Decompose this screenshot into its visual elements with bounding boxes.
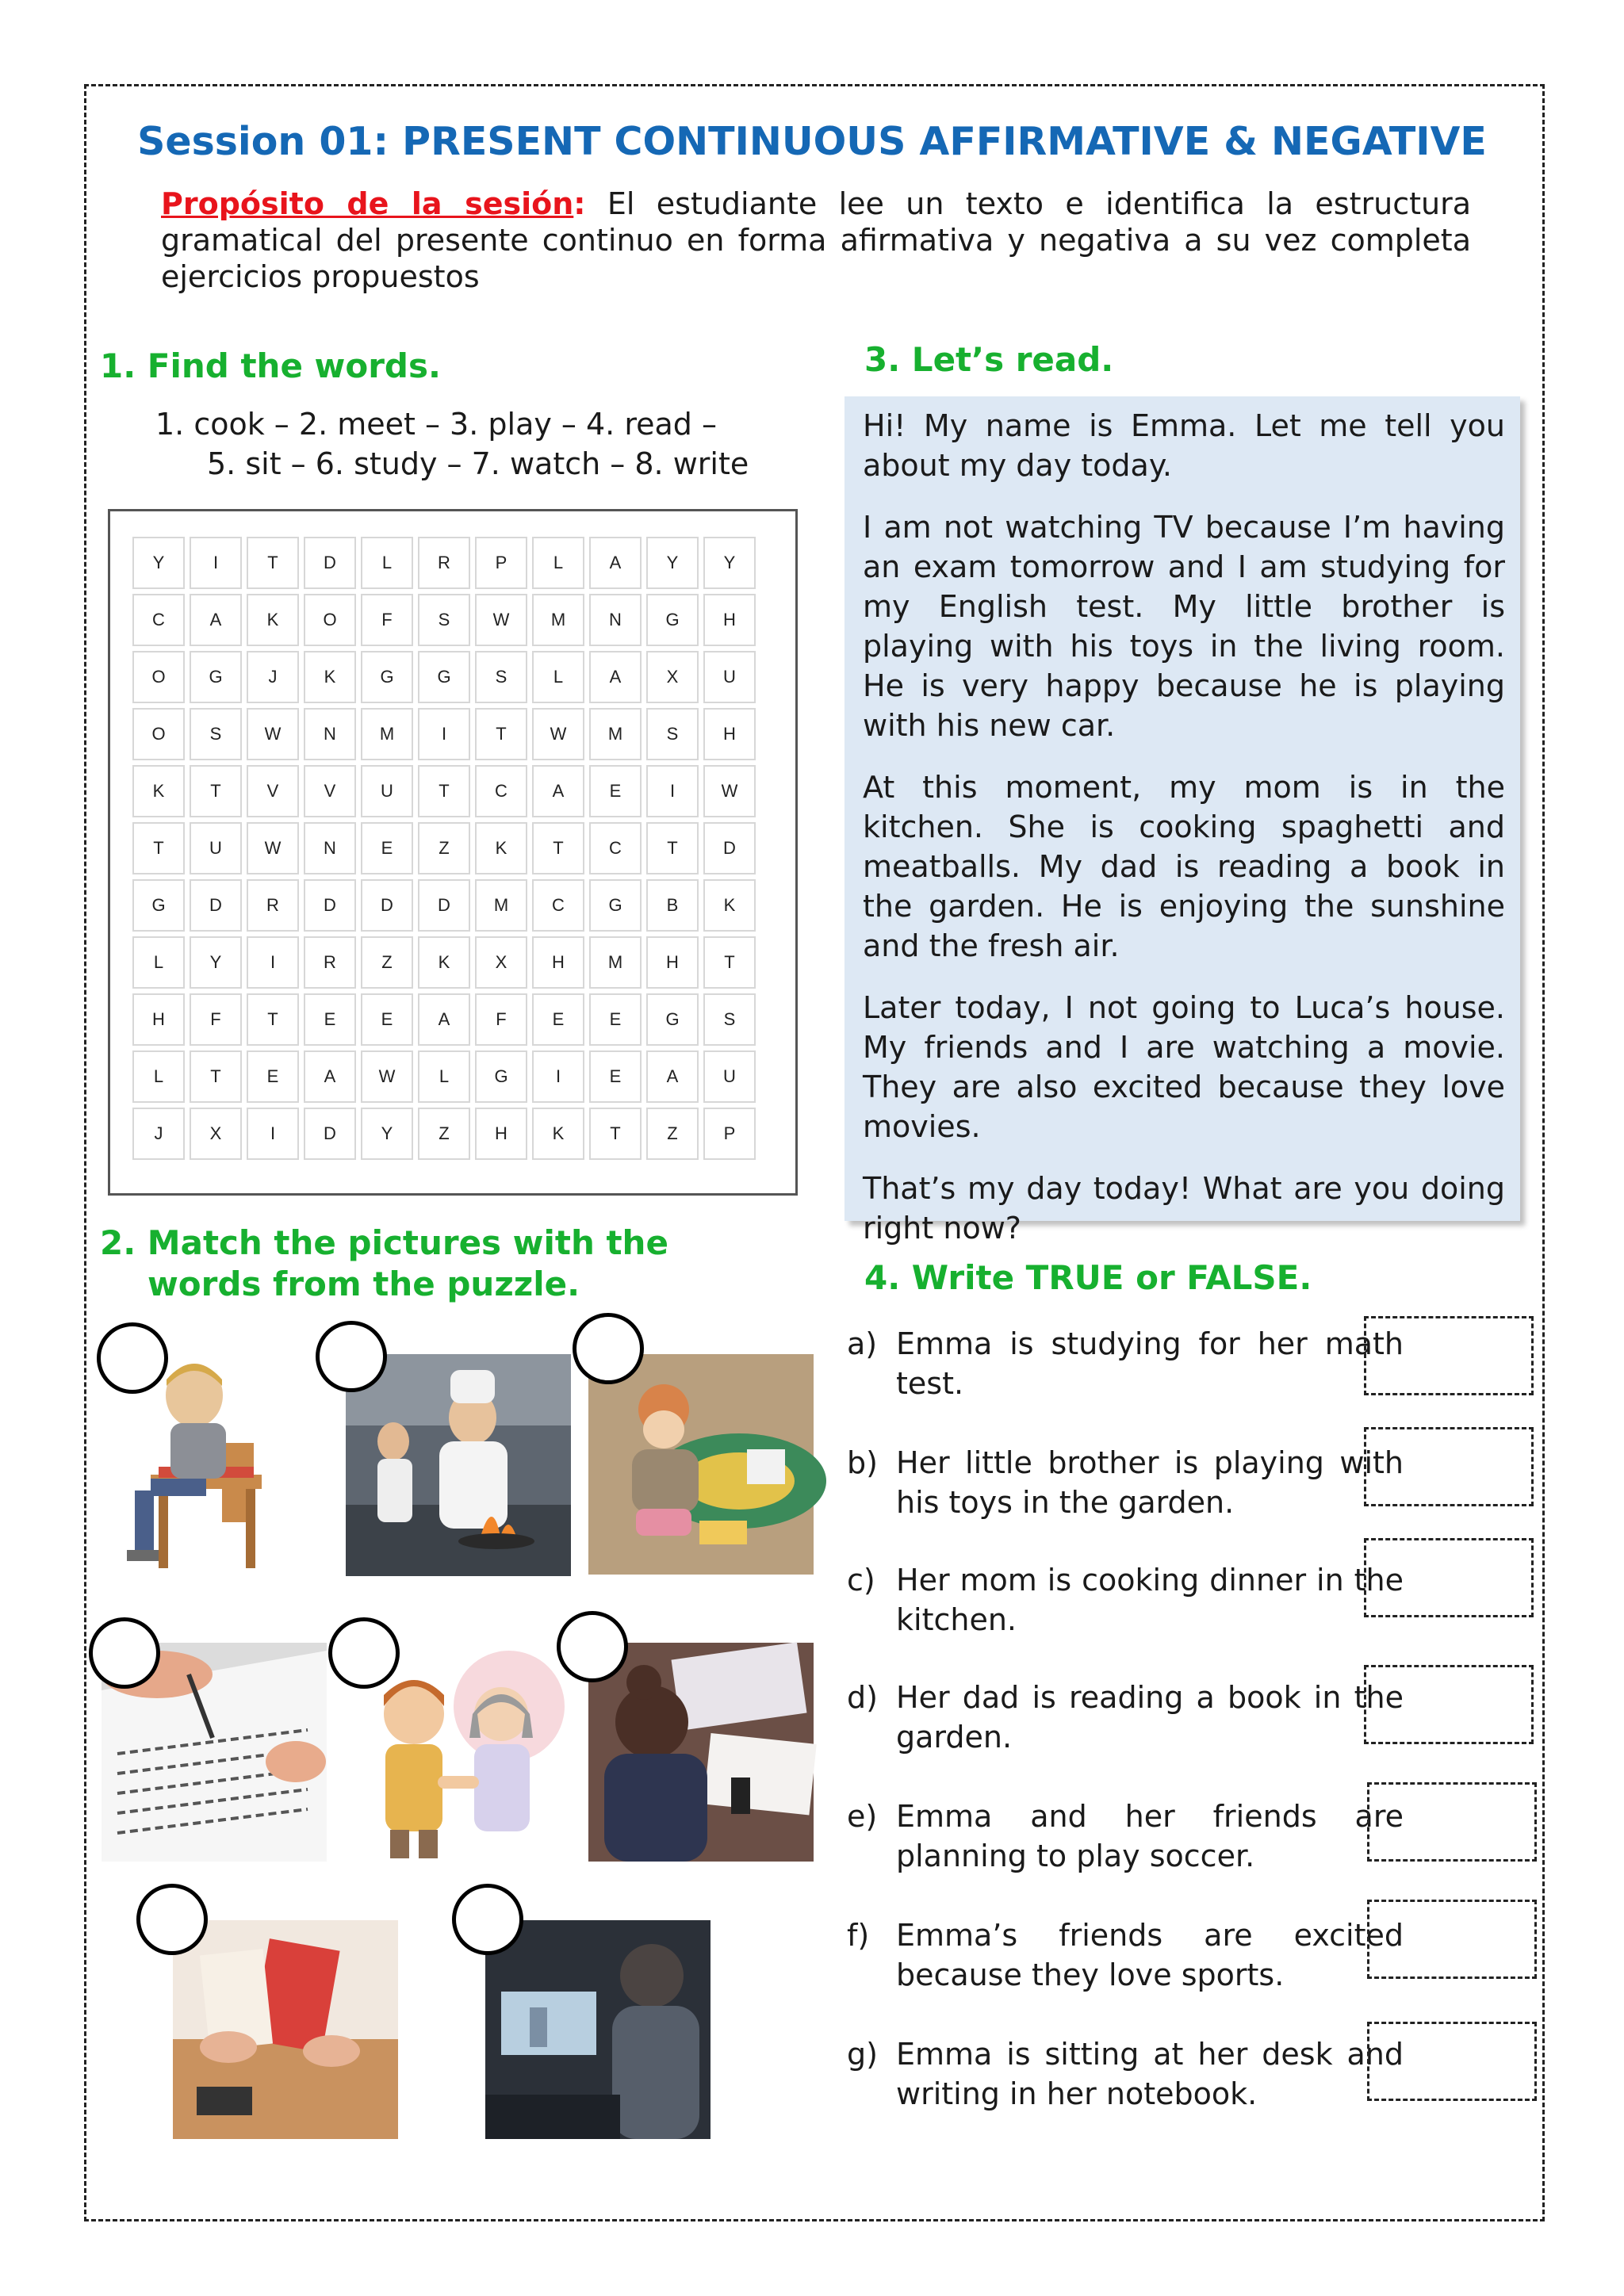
word-search-cell[interactable]: L [532, 651, 584, 703]
word-search-cell[interactable]: K [703, 879, 756, 932]
word-search-cell[interactable]: T [532, 822, 584, 874]
picture-chefs-cooking [346, 1354, 571, 1576]
picture-person-reading [173, 1920, 398, 2139]
word-search-cell[interactable]: U [190, 822, 242, 874]
tf-letter: f) [847, 1918, 870, 1953]
word-search-cell[interactable]: T [703, 936, 756, 989]
word-search-cell[interactable]: I [532, 1050, 584, 1103]
word-search-cell[interactable]: G [589, 879, 642, 932]
answer-circle-8[interactable] [452, 1884, 523, 1955]
purpose-colon: : [573, 186, 586, 221]
word-search-cell[interactable]: D [190, 879, 242, 932]
answer-circle-3[interactable] [573, 1313, 644, 1384]
word-search-cell[interactable]: Z [361, 936, 413, 989]
word-search-cell[interactable]: I [418, 708, 470, 760]
word-search-cell[interactable]: T [589, 1108, 642, 1160]
word-search-cell[interactable]: H [703, 708, 756, 760]
word-list [155, 404, 790, 484]
word-search-cell[interactable]: T [475, 708, 527, 760]
word-search-cell[interactable]: A [589, 651, 642, 703]
word-search-cell[interactable]: E [304, 993, 356, 1046]
word-search-cell[interactable]: L [418, 1050, 470, 1103]
word-search-cell[interactable]: T [418, 765, 470, 817]
word-search-cell[interactable]: G [646, 594, 699, 646]
word-search-cell[interactable]: H [132, 993, 185, 1046]
section2-heading-line2: words from the puzzle. [147, 1265, 580, 1303]
word-search-cell[interactable]: W [247, 822, 299, 874]
word-search-cell[interactable]: A [589, 537, 642, 589]
word-search-cell[interactable]: P [475, 537, 527, 589]
word-search-cell[interactable]: A [304, 1050, 356, 1103]
word-search-cell[interactable]: G [132, 879, 185, 932]
answer-circle-5[interactable] [328, 1617, 400, 1689]
answer-circle-7[interactable] [136, 1884, 208, 1955]
word-search-cell[interactable]: C [132, 594, 185, 646]
section2-heading [100, 1223, 668, 1305]
word-search-cell[interactable]: I [646, 765, 699, 817]
word-search-cell[interactable]: M [475, 879, 527, 932]
word-search-cell[interactable]: S [418, 594, 470, 646]
word-search-cell[interactable]: F [190, 993, 242, 1046]
page-title: Session 01: PRESENT CONTINUOUS AFFIRMATIVE & NEGATIVE [137, 119, 1487, 164]
section4-heading: 4. Write TRUE or FALSE. [864, 1258, 1312, 1297]
reading-text [863, 406, 1505, 1270]
picture-woman-studying [588, 1643, 814, 1862]
answer-circle-6[interactable] [557, 1611, 628, 1682]
word-search-cell[interactable]: M [589, 936, 642, 989]
reading-text-box [845, 396, 1520, 1246]
word-search-cell[interactable]: B [646, 879, 699, 932]
tf-statement: Emma is sitting at her desk and writing in her notebook. [896, 2037, 1404, 2111]
word-search-cell[interactable]: U [361, 765, 413, 817]
word-search-cell[interactable]: T [247, 537, 299, 589]
word-search-cell[interactable]: G [646, 993, 699, 1046]
word-search-cell[interactable]: M [532, 594, 584, 646]
reading-paragraph-2: I am not watching TV because I’m having an exam tomorrow and I am studying for my English test. My little brother is playing with his toys in the living room. He is very happy because he is playing with his new car. [863, 510, 1505, 743]
word-search-cell[interactable]: M [589, 708, 642, 760]
tf-letter: c) [847, 1563, 875, 1598]
word-search-cell[interactable]: X [475, 936, 527, 989]
word-search-cell[interactable]: F [361, 594, 413, 646]
word-search-cell[interactable]: E [589, 1050, 642, 1103]
reading-paragraph-4: Later today, I not going to Luca’s house. My friends and I are watching a movie. They are also excited because they love movies. [863, 990, 1505, 1144]
word-search-cell[interactable]: W [703, 765, 756, 817]
word-search-cell[interactable]: N [589, 594, 642, 646]
word-search-cell[interactable]: C [475, 765, 527, 817]
word-search-cell[interactable]: K [247, 594, 299, 646]
word-search-cell[interactable]: E [361, 822, 413, 874]
word-search-cell[interactable]: J [247, 651, 299, 703]
word-search-cell[interactable]: D [418, 879, 470, 932]
word-search-cell[interactable]: L [532, 537, 584, 589]
tf-statement: Emma’s friends are excited because they love sports. [896, 1918, 1404, 1992]
tf-answer-box-d[interactable] [1364, 1665, 1534, 1744]
tf-answer-box-e[interactable] [1367, 1782, 1537, 1862]
word-search-cell[interactable]: Y [703, 537, 756, 589]
word-search-cell[interactable]: H [646, 936, 699, 989]
word-search-cell[interactable]: E [589, 993, 642, 1046]
answer-circle-4[interactable] [89, 1617, 160, 1689]
word-search-cell[interactable]: Y [646, 537, 699, 589]
picture-child-playing [588, 1354, 814, 1575]
word-search-cell[interactable]: W [247, 708, 299, 760]
word-search-cell[interactable]: E [361, 993, 413, 1046]
word-search-cell[interactable]: K [304, 651, 356, 703]
word-search-cell[interactable]: A [532, 765, 584, 817]
word-search-cell[interactable]: Z [418, 1108, 470, 1160]
word-search-cell[interactable]: W [532, 708, 584, 760]
word-search-cell[interactable]: R [247, 879, 299, 932]
word-search-cell[interactable]: Y [190, 936, 242, 989]
word-search-cell[interactable]: P [703, 1108, 756, 1160]
word-search-cell[interactable]: F [475, 993, 527, 1046]
word-search-cell[interactable]: A [418, 993, 470, 1046]
word-search-cell[interactable]: K [418, 936, 470, 989]
word-search-cell[interactable]: R [304, 936, 356, 989]
word-search-cell[interactable]: E [532, 993, 584, 1046]
word-search-cell[interactable]: Y [132, 537, 185, 589]
word-search-cell[interactable]: L [361, 537, 413, 589]
tf-statement: Her little brother is playing with his toys in the garden. [896, 1445, 1404, 1520]
word-search-cell[interactable]: G [475, 1050, 527, 1103]
word-search-cell[interactable]: S [646, 708, 699, 760]
word-search-cell[interactable]: D [361, 879, 413, 932]
word-search-cell[interactable]: T [247, 993, 299, 1046]
word-search-cell[interactable]: A [646, 1050, 699, 1103]
tf-answer-box-c[interactable] [1364, 1538, 1534, 1617]
word-search-cell[interactable]: S [190, 708, 242, 760]
word-search-cell[interactable]: I [247, 1108, 299, 1160]
tf-statement: Emma and her friends are planning to play soccer. [896, 1799, 1404, 1873]
tf-statement: Her mom is cooking dinner in the kitchen. [896, 1563, 1404, 1637]
tf-answer-box-f[interactable] [1367, 1900, 1537, 1979]
tf-answer-box-a[interactable] [1364, 1316, 1534, 1395]
word-search-cell[interactable]: I [190, 537, 242, 589]
word-search-cell[interactable]: D [304, 1108, 356, 1160]
word-search-cell[interactable]: O [132, 651, 185, 703]
word-search-cell[interactable]: E [247, 1050, 299, 1103]
word-search-cell[interactable]: O [132, 708, 185, 760]
tf-answer-box-g[interactable] [1367, 2022, 1537, 2101]
word-search-cell[interactable]: S [475, 651, 527, 703]
word-search-cell[interactable]: G [418, 651, 470, 703]
word-search-cell[interactable]: E [589, 765, 642, 817]
word-search-cell[interactable]: Z [418, 822, 470, 874]
word-search-puzzle [108, 509, 798, 1196]
picture-watching-tv [485, 1920, 710, 2139]
word-search-cell[interactable]: K [132, 765, 185, 817]
word-search-cell[interactable]: H [532, 936, 584, 989]
purpose-paragraph [161, 186, 1471, 295]
answer-circle-2[interactable] [316, 1321, 387, 1392]
word-search-cell[interactable]: D [703, 822, 756, 874]
word-search-cell[interactable]: T [646, 822, 699, 874]
tf-letter: g) [847, 2037, 878, 2072]
answer-circle-1[interactable] [97, 1322, 168, 1394]
reading-paragraph-1: Hi! My name is Emma. Let me tell you about my day today. [863, 408, 1505, 483]
word-search-cell[interactable]: V [247, 765, 299, 817]
word-search-cell[interactable]: K [532, 1108, 584, 1160]
word-search-cell[interactable]: C [532, 879, 584, 932]
section1-heading: 1. Find the words. [100, 346, 441, 385]
word-search-cell[interactable]: R [418, 537, 470, 589]
word-search-cell[interactable]: H [703, 594, 756, 646]
word-search-cell[interactable]: A [190, 594, 242, 646]
word-list-line1: 1. cook – 2. meet – 3. play – 4. read – [155, 407, 717, 442]
tf-letter: a) [847, 1326, 878, 1361]
tf-answer-box-b[interactable] [1364, 1427, 1534, 1506]
word-search-cell[interactable]: L [132, 936, 185, 989]
word-search-cell[interactable]: L [132, 1050, 185, 1103]
tf-letter: e) [847, 1799, 878, 1834]
word-search-cell[interactable]: D [304, 879, 356, 932]
word-list-line2: 5. sit – 6. study – 7. watch – 8. write [207, 446, 749, 481]
word-search-cell[interactable]: W [475, 594, 527, 646]
word-search-grid [132, 537, 756, 1160]
purpose-text: El estudiante lee un texto e identifica la estructura gramatical del presente continuo en forma afirmativa y negativa a su vez completa ejercicios propuestos [161, 186, 1471, 294]
word-search-cell[interactable]: Y [361, 1108, 413, 1160]
word-search-cell[interactable]: U [703, 651, 756, 703]
word-search-cell[interactable]: V [304, 765, 356, 817]
word-search-cell[interactable]: J [132, 1108, 185, 1160]
word-search-cell[interactable]: T [190, 765, 242, 817]
word-search-cell[interactable]: K [475, 822, 527, 874]
purpose-label: Propósito de la sesión [161, 186, 574, 221]
word-search-cell[interactable]: I [247, 936, 299, 989]
word-search-cell[interactable]: N [304, 708, 356, 760]
reading-paragraph-3: At this moment, my mom is in the kitchen. She is cooking spaghetti and meatballs. My dad is reading a book in the garden. He is enjoying the sunshine and the fresh air. [863, 770, 1505, 963]
section3-heading: 3. Let’s read. [864, 340, 1114, 379]
word-search-cell[interactable]: G [361, 651, 413, 703]
word-search-cell[interactable]: C [589, 822, 642, 874]
word-search-cell[interactable]: Z [646, 1108, 699, 1160]
tf-letter: d) [847, 1680, 878, 1715]
word-search-cell[interactable]: W [361, 1050, 413, 1103]
tf-letter: b) [847, 1445, 878, 1480]
word-search-cell[interactable]: T [132, 822, 185, 874]
word-search-cell[interactable]: X [646, 651, 699, 703]
word-search-cell[interactable]: X [190, 1108, 242, 1160]
section2-heading-line1: 2. Match the pictures with the [100, 1223, 668, 1262]
word-search-cell[interactable]: M [361, 708, 413, 760]
tf-statement: Her dad is reading a book in the garden. [896, 1680, 1404, 1755]
word-search-cell[interactable]: H [475, 1108, 527, 1160]
word-search-cell[interactable]: D [304, 537, 356, 589]
word-search-cell[interactable]: G [190, 651, 242, 703]
word-search-cell[interactable]: T [190, 1050, 242, 1103]
word-search-cell[interactable]: S [703, 993, 756, 1046]
word-search-cell[interactable]: U [703, 1050, 756, 1103]
reading-paragraph-5: That’s my day today! What are you doing right now? [863, 1171, 1505, 1246]
tf-statement: Emma is studying for her math test. [896, 1326, 1404, 1401]
word-search-cell[interactable]: N [304, 822, 356, 874]
word-search-cell[interactable]: O [304, 594, 356, 646]
